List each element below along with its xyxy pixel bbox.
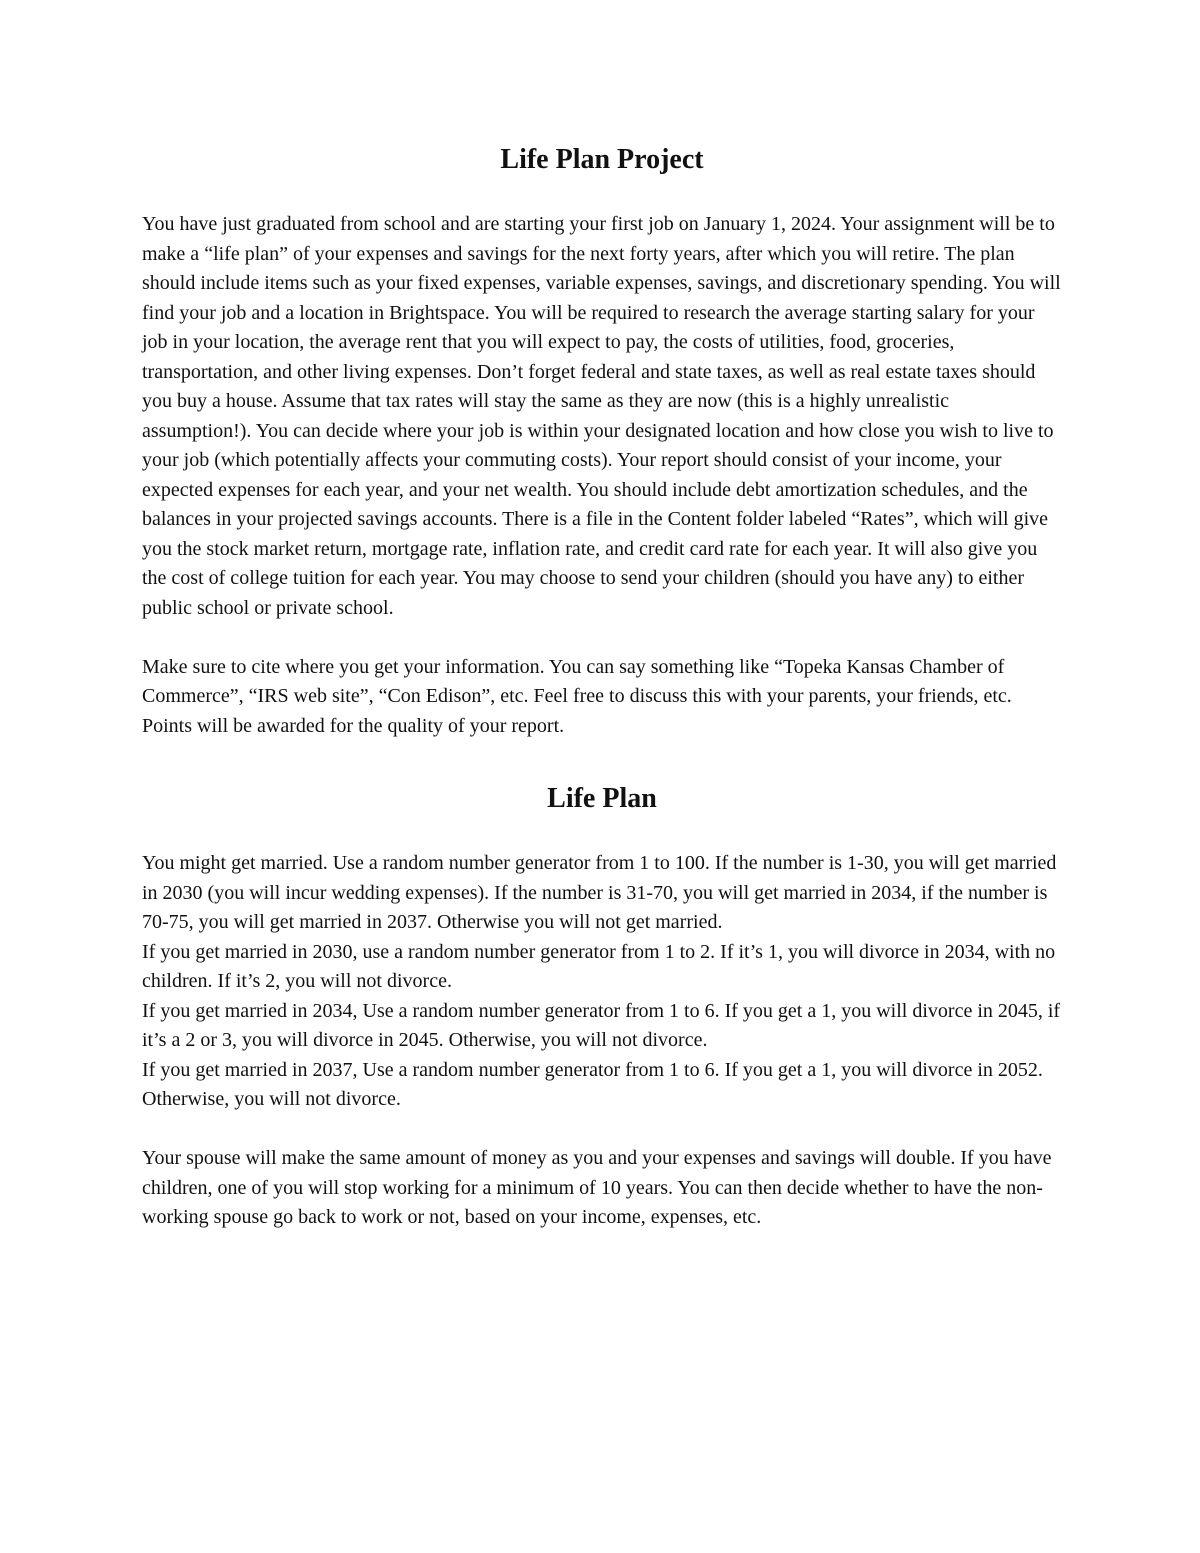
rule-2034-paragraph: If you get married in 2034, Use a random number generator from 1 to 6. If you get a 1, you will divorce in 2045, if it’s a 2 or 3, you will divorce in 2045. Otherwise, you will not divorce. bbox=[142, 999, 1061, 1051]
spouse-paragraph: Your spouse will make the same amount of money as you and your expenses and savings will double. If you have children, one of you will stop working for a minimum of 10 years. You can then decide whether to have the non-working spouse go back to work or not, based on your income, expenses, etc. bbox=[142, 1147, 1052, 1228]
section-title: Life Plan bbox=[547, 783, 657, 814]
intro-paragraph: You have just graduated from school and are starting your first job on January 1, 2024. Your assignment will be to make a “life plan” of your expenses and savings for the next forty years, after which you will retire. The plan should include items such as your fixed expenses, variable expenses, savings, and discretionary spending. You will find your job and a location in Brightspace. You will be required to research the average starting salary for your job in your location, the average rent that you will expect to pay, the costs of utilities, food, groceries, transportation, and other living expenses. Don’t forget federal and state taxes, as well as real estate taxes should you buy a house. Assume that tax rates will stay the same as they are now (this is a highly unrealistic assumption!). You can decide where your job is within your designated location and how close you wish to live to your job (which potentially affects your commuting costs). Your report should consist of your income, your expected expenses for each year, and your net wealth. You should include debt amortization schedules, and the balances in your projected savings accounts. There is a file in the Content folder labeled “Rates”, which will give you the stock market return, mortgage rate, inflation rate, and credit card rate for each year. It will also give you the cost of college tuition for each year. You may choose to send your children (should you have any) to either public school or private school. bbox=[142, 213, 1061, 619]
cite-paragraph: Make sure to cite where you get your information. You can say something like “Topeka Kansas Chamber of Commerce”, “IRS web site”, “Con Edison”, etc. Feel free to discuss this with your parents, your friends, etc. Points will be awarded for the quality of your report. bbox=[142, 655, 1012, 737]
rule-2037-paragraph: If you get married in 2037, Use a random number generator from 1 to 6. If you get a 1, you will divorce in 2052. Otherwise, you will not divorce. bbox=[142, 1058, 1043, 1110]
page-title: Life Plan Project bbox=[500, 144, 704, 175]
rule-2030-paragraph: If you get married in 2030, use a random number generator from 1 to 2. If it’s 1, you will divorce in 2034, with no children. If it’s 2, you will not divorce. bbox=[142, 940, 1056, 992]
marriage-paragraph: You might get married. Use a random number generator from 1 to 100. If the number is 1-30, you will get married in 2030 (you will incur wedding expenses). If the number is 31-70, you will get married in 2034, if the number is 70-75, you will get married in 2037. Otherwise you will not get married. bbox=[142, 852, 1057, 933]
document-body bbox=[142, 140, 1062, 1233]
